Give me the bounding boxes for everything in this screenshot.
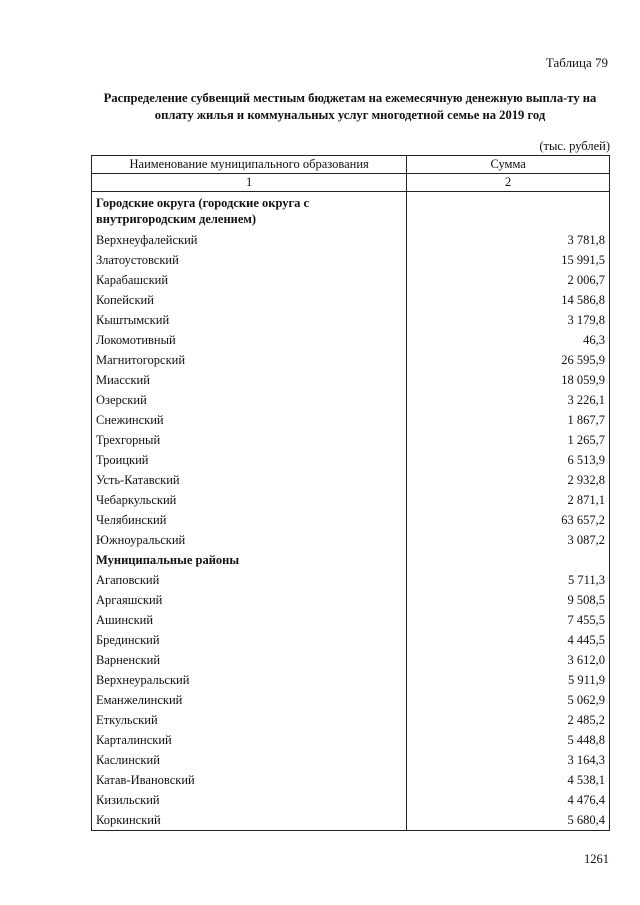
- subsidy-amount: 2 871,1: [407, 490, 610, 510]
- municipality-name: Кизильский: [92, 790, 407, 810]
- table-header-row: [92, 156, 610, 174]
- table-row: [92, 610, 610, 630]
- municipality-name: Троицкий: [92, 450, 407, 470]
- subsidy-amount: 3 612,0: [407, 650, 610, 670]
- subsidy-amount: 1 867,7: [407, 410, 610, 430]
- section-title: Муниципальные районы: [92, 550, 407, 570]
- table-row: [92, 810, 610, 831]
- municipality-name: Магнитогорский: [92, 350, 407, 370]
- subsidy-amount: 3 226,1: [407, 390, 610, 410]
- table-row: [92, 470, 610, 490]
- table-row: [92, 690, 610, 710]
- municipality-name: Миасский: [92, 370, 407, 390]
- subsidy-amount: 2 006,7: [407, 270, 610, 290]
- table-row: [92, 290, 610, 310]
- subsidy-table: [91, 155, 610, 831]
- municipality-name: Снежинский: [92, 410, 407, 430]
- table-row: [92, 530, 610, 550]
- municipality-name: Озерский: [92, 390, 407, 410]
- table-row: [92, 350, 610, 370]
- subsidy-amount: 2 485,2: [407, 710, 610, 730]
- subsidy-amount: 6 513,9: [407, 450, 610, 470]
- subsidy-amount: 4 445,5: [407, 630, 610, 650]
- table-row: [92, 770, 610, 790]
- column-numbers-row: [92, 174, 610, 192]
- units-label: (тыс. рублей): [539, 139, 610, 153]
- municipality-name: Верхнеуфалейский: [92, 230, 407, 250]
- column-number-2: 2: [407, 174, 610, 192]
- table-row: [92, 250, 610, 270]
- subsidy-amount: 2 932,8: [407, 470, 610, 490]
- municipality-name: Ашинский: [92, 610, 407, 630]
- subsidy-amount: 63 657,2: [407, 510, 610, 530]
- table-row: [92, 430, 610, 450]
- municipality-name: Трехгорный: [92, 430, 407, 450]
- municipality-name: Чебаркульский: [92, 490, 407, 510]
- document-title: Распределение субвенций местным бюджетам на ежемесячную денежную выпла-ту на оплату жилья и коммунальных услуг многодетной семье на 2019 год: [103, 91, 597, 122]
- subsidy-amount: 1 265,7: [407, 430, 610, 450]
- subsidy-amount: 15 991,5: [407, 250, 610, 270]
- table-number: Таблица 79: [545, 55, 608, 70]
- table-row: [92, 590, 610, 610]
- municipality-name: Коркинский: [92, 810, 407, 831]
- municipality-name: Верхнеуральский: [92, 670, 407, 690]
- municipality-name: Усть-Катавский: [92, 470, 407, 490]
- section-header-urban-districts: [92, 192, 610, 231]
- municipality-name: Локомотивный: [92, 330, 407, 350]
- municipality-name: Варненский: [92, 650, 407, 670]
- subsidy-amount: 5 911,9: [407, 670, 610, 690]
- subsidy-amount: 18 059,9: [407, 370, 610, 390]
- subsidy-amount: 14 586,8: [407, 290, 610, 310]
- municipality-name: Златоустовский: [92, 250, 407, 270]
- table-row: [92, 410, 610, 430]
- subsidy-amount: 4 538,1: [407, 770, 610, 790]
- table-row: [92, 750, 610, 770]
- table-row: [92, 370, 610, 390]
- municipality-name: Аргаяшский: [92, 590, 407, 610]
- municipality-name: Кыштымский: [92, 310, 407, 330]
- table-row: [92, 450, 610, 470]
- subsidy-amount: 3 087,2: [407, 530, 610, 550]
- municipality-name: Копейский: [92, 290, 407, 310]
- subsidy-amount: 7 455,5: [407, 610, 610, 630]
- municipality-name: Карабашский: [92, 270, 407, 290]
- table-row: [92, 490, 610, 510]
- column-header-name: Наименование муниципального образования: [92, 156, 407, 174]
- municipality-name: Катав-Ивановский: [92, 770, 407, 790]
- municipality-name: Еткульский: [92, 710, 407, 730]
- table-row: [92, 330, 610, 350]
- column-number-1: 1: [92, 174, 407, 192]
- subsidy-amount: 5 680,4: [407, 810, 610, 831]
- table-row: [92, 790, 610, 810]
- section-title: Городские округа (городские округа с внутригородским делением): [92, 192, 407, 231]
- municipality-name: Агаповский: [92, 570, 407, 590]
- subsidy-amount: 9 508,5: [407, 590, 610, 610]
- subsidy-amount: 3 179,8: [407, 310, 610, 330]
- table-row: [92, 630, 610, 650]
- municipality-name: Карталинский: [92, 730, 407, 750]
- section-value-empty: [407, 550, 610, 570]
- subsidy-amount: 5 062,9: [407, 690, 610, 710]
- subsidy-amount: 3 164,3: [407, 750, 610, 770]
- table-row: [92, 650, 610, 670]
- table-row: [92, 730, 610, 750]
- subsidy-amount: 46,3: [407, 330, 610, 350]
- table-row: [92, 310, 610, 330]
- section-value-empty: [407, 192, 610, 231]
- table-row: [92, 390, 610, 410]
- municipality-name: Челябинский: [92, 510, 407, 530]
- table-row: [92, 670, 610, 690]
- page-number: 1261: [584, 852, 609, 866]
- column-header-sum: Сумма: [407, 156, 610, 174]
- municipality-name: Брединский: [92, 630, 407, 650]
- section-header-municipal-districts: [92, 550, 610, 570]
- subsidy-amount: 3 781,8: [407, 230, 610, 250]
- subsidy-amount: 5 448,8: [407, 730, 610, 750]
- table-row: [92, 710, 610, 730]
- table-row: [92, 230, 610, 250]
- municipality-name: Южноуральский: [92, 530, 407, 550]
- table-row: [92, 570, 610, 590]
- table-row: [92, 270, 610, 290]
- municipality-name: Каслинский: [92, 750, 407, 770]
- table-row: [92, 510, 610, 530]
- municipality-name: Еманжелинский: [92, 690, 407, 710]
- subsidy-amount: 4 476,4: [407, 790, 610, 810]
- subsidy-amount: 5 711,3: [407, 570, 610, 590]
- subsidy-amount: 26 595,9: [407, 350, 610, 370]
